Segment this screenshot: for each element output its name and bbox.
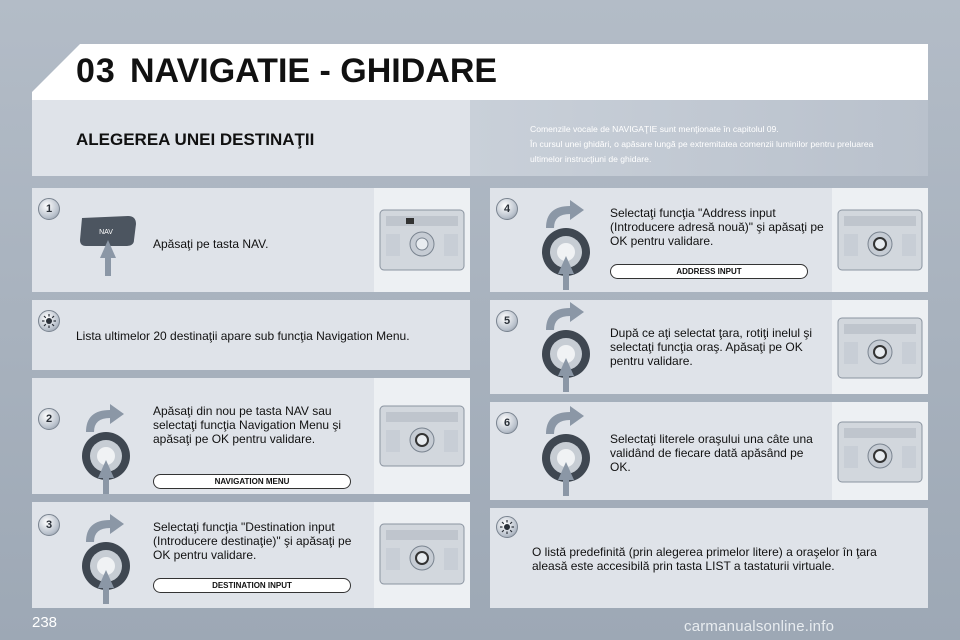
address-input-badge: ADDRESS INPUT	[610, 264, 808, 279]
step-text: După ce aţi selectat ţara, rotiţi inelul şi selectaţi funcţia oraş. Apăsaţi pe OK pentru validare.	[610, 326, 813, 368]
tip-text: Lista ultimelor 20 destinaţii apare sub funcţia Navigation Menu.	[76, 329, 410, 343]
destination-input-badge: DESTINATION INPUT	[153, 578, 351, 593]
chapter-number: 03	[76, 52, 116, 90]
step-number: 5	[496, 310, 518, 332]
voice-note-line: Comenzile vocale de NAVIGAŢIE sunt menţionate în capitolul 09.	[530, 124, 779, 134]
voice-command-note	[530, 122, 925, 167]
watermark: carmanualsonline.info	[684, 618, 835, 635]
step-text: Apăsaţi din nou pe tasta NAV sau selectaţi funcţia Navigation Menu şi apăsaţi pe OK pentru validare.	[153, 404, 342, 446]
radio-console-image	[832, 188, 928, 292]
radio-console-image	[374, 378, 470, 494]
navigation-menu-badge: NAVIGATION MENU	[153, 474, 351, 489]
step-number: 4	[496, 198, 518, 220]
radio-console-image	[374, 502, 470, 608]
voice-note-line: ultimelor instrucţiuni de ghidare.	[530, 154, 652, 164]
step-text: Apăsaţi pe tasta NAV.	[153, 237, 269, 251]
rotary-knob-icon	[540, 200, 596, 290]
step-number: 2	[38, 408, 60, 430]
lightbulb-icon	[496, 516, 518, 538]
section-subtitle: ALEGEREA UNEI DESTINAŢII	[76, 130, 315, 149]
voice-note-line: În cursul unei ghidări, o apăsare lungă pe extremitatea comenzii luminilor pentru preluarea	[530, 139, 874, 149]
step-text: Selectaţi funcţia "Destination input (Introducere destinaţie)" şi apăsaţi pe OK pentru validare.	[153, 520, 352, 562]
nav-key-label: NAV	[99, 229, 113, 236]
nav-key-icon	[80, 214, 140, 276]
step-text: Selectaţi funcţia "Address input (Introducere adresă nouă)" şi apăsaţi pe OK pentru validare.	[610, 206, 824, 248]
rotary-knob-icon	[540, 302, 596, 392]
step-number: 3	[38, 514, 60, 536]
rotary-knob-icon	[540, 406, 596, 496]
page-number: 238	[32, 614, 58, 631]
step-number: 6	[496, 412, 518, 434]
page-title: NAVIGATIE - GHIDARE	[130, 52, 498, 90]
step-number: 1	[38, 198, 60, 220]
step-text: Selectaţi literele oraşului una câte una validând de fiecare dată apăsând pe OK.	[610, 432, 813, 474]
lightbulb-icon	[38, 310, 60, 332]
rotary-knob-icon	[80, 514, 136, 604]
radio-console-image	[832, 402, 928, 500]
radio-console-image	[832, 300, 928, 394]
radio-console-image	[374, 188, 470, 292]
tip-text: O listă predefinită (prin alegerea primelor litere) a oraşelor în ţara aleasă este accesibilă prin tasta LIST a tastaturii virtuale.	[532, 545, 877, 573]
rotary-knob-icon	[80, 404, 136, 494]
